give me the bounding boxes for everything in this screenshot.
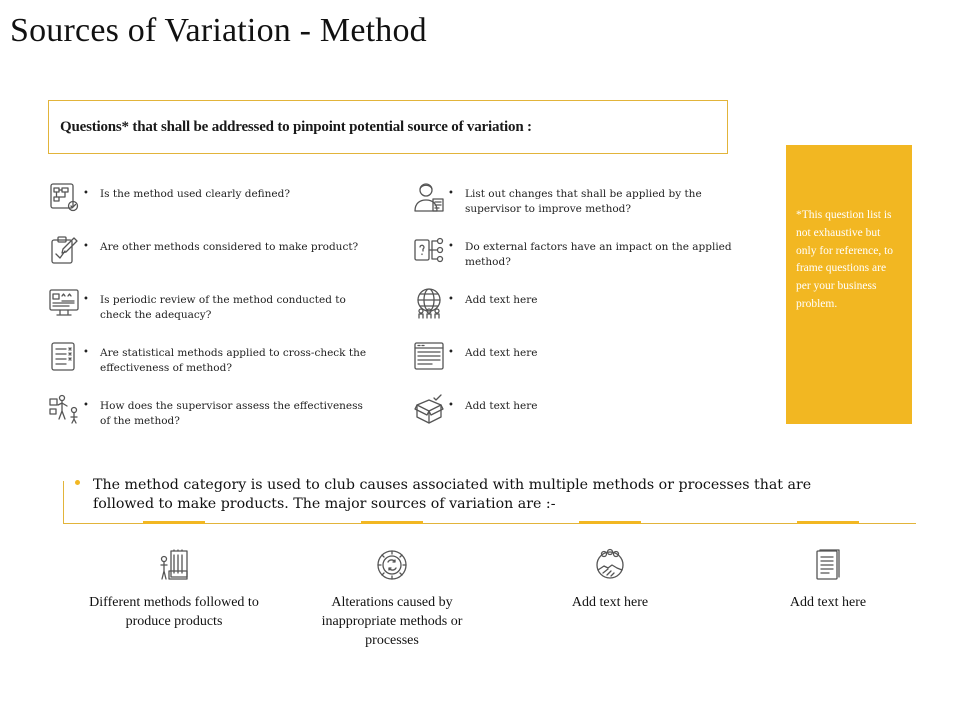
source-label: Alterations caused by inappropriate methods or processes bbox=[321, 595, 463, 648]
checklist-pencil-icon bbox=[48, 234, 80, 266]
question-text: • Is the method used clearly defined? bbox=[100, 187, 370, 202]
question-text: • Are statistical methods applied to cross-check the effectiveness of method? bbox=[100, 346, 370, 375]
supervisor-icon bbox=[413, 181, 445, 213]
source-item bbox=[515, 548, 705, 612]
description-dot bbox=[75, 480, 80, 485]
source-label: Add text here bbox=[789, 595, 867, 610]
factory-worker-icon bbox=[157, 548, 191, 582]
document-layout-icon bbox=[413, 340, 445, 372]
globe-people-icon bbox=[413, 287, 445, 319]
gear-cycle-icon bbox=[375, 548, 409, 582]
handshake-team-icon bbox=[593, 548, 627, 582]
source-item bbox=[79, 548, 269, 631]
source-label: Add text here bbox=[571, 595, 649, 610]
question-text: • Is periodic review of the method conducted to check the adequacy? bbox=[100, 293, 370, 322]
supervisor-presentation-icon bbox=[48, 393, 80, 425]
question-text: • How does the supervisor assess the effectiveness of the method? bbox=[100, 399, 370, 428]
disclaimer-note bbox=[786, 145, 912, 424]
source-tab-marker bbox=[361, 521, 423, 524]
question-text: • Add text here bbox=[465, 346, 735, 361]
question-text: • Do external factors have an impact on the applied method? bbox=[465, 240, 735, 269]
question-text: • Are other methods considered to make product? bbox=[100, 240, 370, 255]
questions-heading: Questions* that shall be addressed to pinpoint potential source of variation : bbox=[60, 118, 532, 135]
question-options-icon bbox=[413, 234, 445, 266]
source-tab-marker bbox=[579, 521, 641, 524]
document-icon bbox=[811, 548, 845, 582]
box-check-icon bbox=[413, 393, 445, 425]
source-tab-marker bbox=[797, 521, 859, 524]
disclaimer-text: *This question list is not exhaustive but only for reference, to frame questions are per your business problem. bbox=[796, 209, 894, 310]
questions-box bbox=[48, 100, 728, 154]
description-border-left bbox=[63, 481, 64, 524]
source-tab-marker bbox=[143, 521, 205, 524]
monitor-review-icon bbox=[48, 287, 80, 319]
question-text: • Add text here bbox=[465, 293, 735, 308]
source-item bbox=[733, 548, 923, 612]
clipboard-list-icon bbox=[48, 340, 80, 372]
page-title: Sources of Variation - Method bbox=[10, 12, 427, 49]
question-text: • List out changes that shall be applied by the supervisor to improve method? bbox=[465, 187, 735, 216]
question-text: • Add text here bbox=[465, 399, 735, 414]
source-item bbox=[297, 548, 487, 650]
source-label: Different methods followed to produce products bbox=[89, 595, 259, 629]
description-text: The method category is used to club causes associated with multiple methods or processes that are followed to make products. The major sources of variation are :- bbox=[93, 477, 812, 512]
flowchart-icon bbox=[48, 181, 80, 213]
